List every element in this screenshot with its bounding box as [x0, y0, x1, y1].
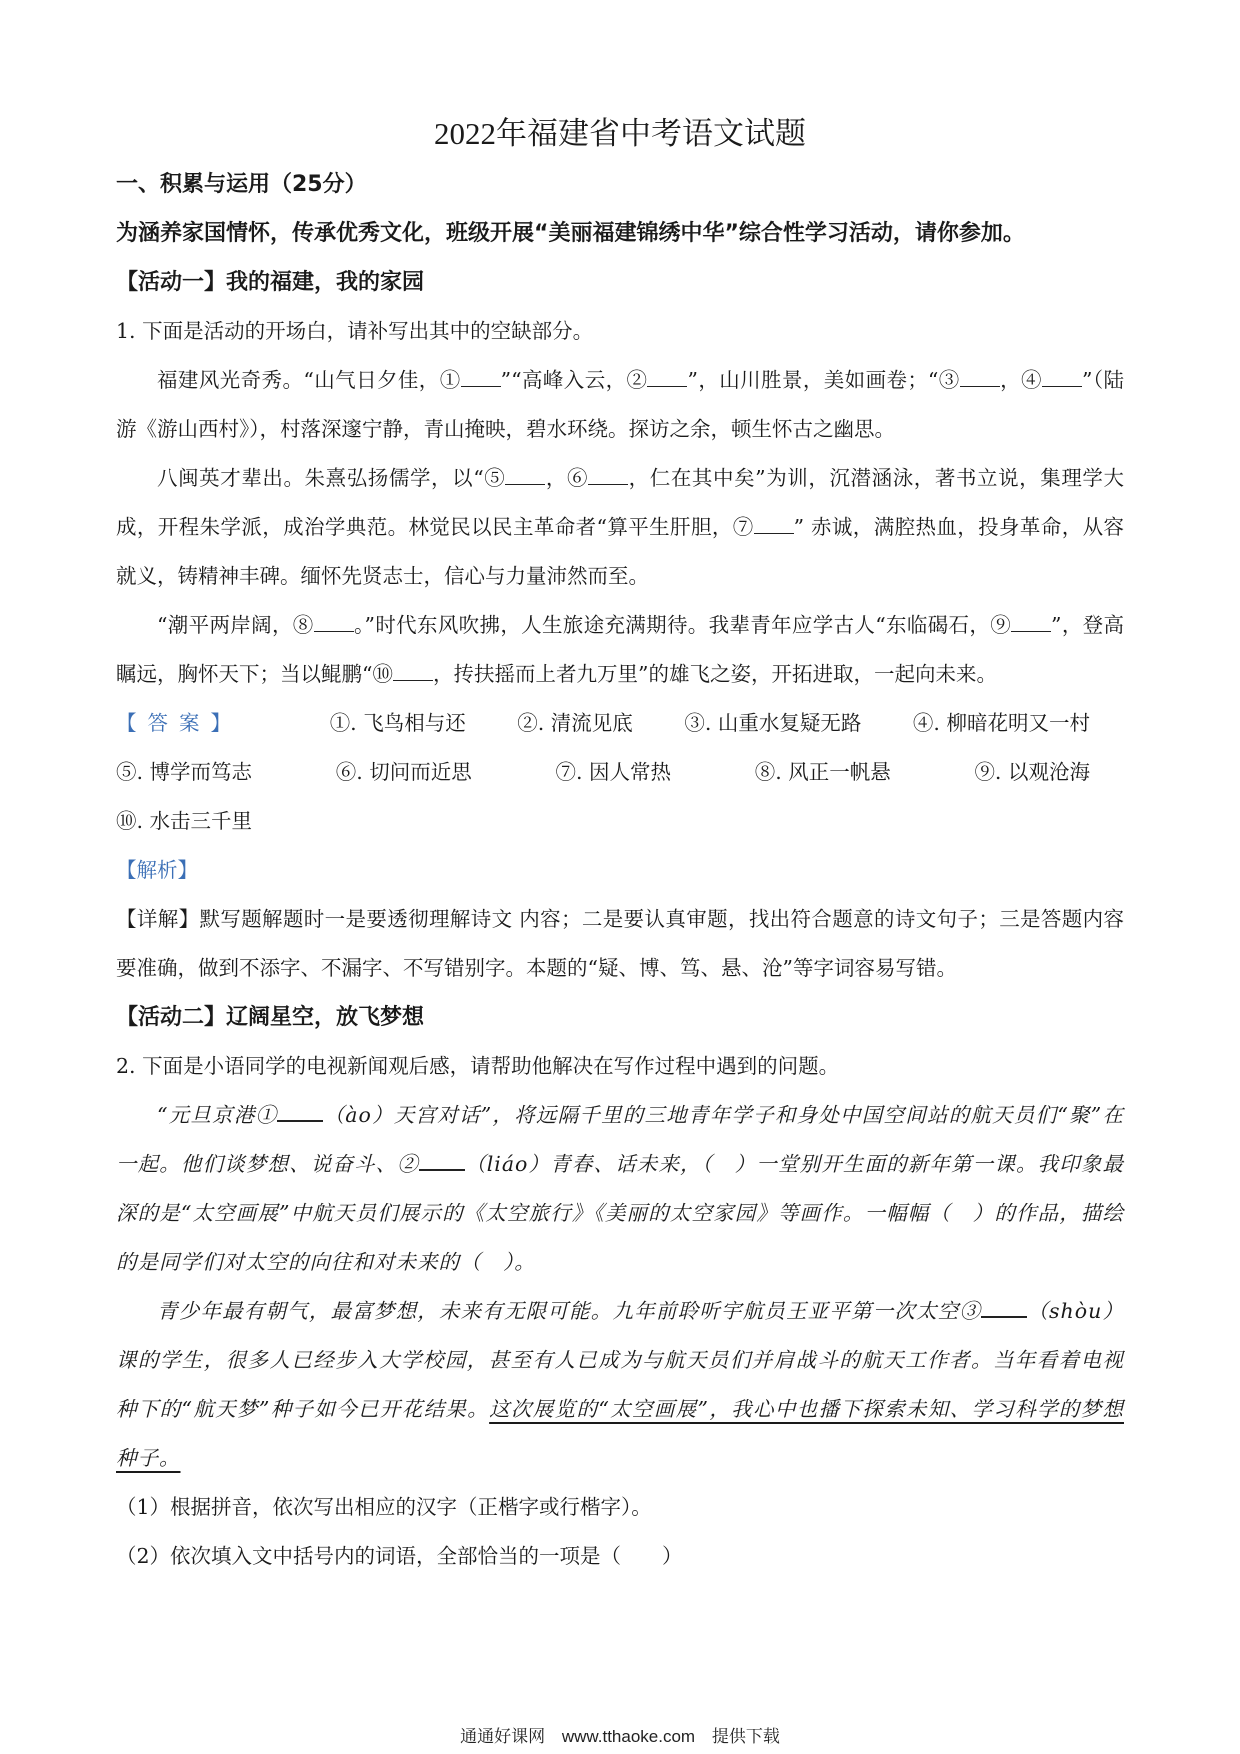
section-heading: 一、积累与运用（25分） — [116, 172, 367, 197]
q1-paragraph-2: 八闽英才辈出。朱熹弘扬儒学，以“⑤ ，⑥ ，仁在其中矣”为训，沉潜涵泳，著书立说，集理学大成，开程朱学派，成治学典范。林觉民以民主革命者“算平生肝胆，⑦ ” 赤诚，满腔热血，投身革命，从容就义，铸精神丰碑。缅怀先贤志士，信心与力量沛然而至。 — [116, 466, 1124, 588]
answer-item: ②. 清流见底 — [517, 711, 633, 735]
analysis-tag: 【解析】 — [116, 858, 198, 882]
footer-note: 提供下载 — [711, 1727, 780, 1746]
q1-paragraph-3: “潮平两岸阔，⑧ 。”时代东风吹拂，人生旅途充满期待。我辈青年应学古人“东临碣石，⑨ ”，登高瞩远，胸怀天下；当以鲲鹏“⑩ ，抟扶摇而上者九万里”的雄飞之姿，开拓进取，一起向未来。 — [116, 613, 1124, 686]
document-body — [116, 160, 1124, 1581]
answer-item: ③. 山重水复疑无路 — [684, 711, 862, 735]
page-footer — [0, 1722, 1240, 1747]
activity1-heading: 【活动一】我的福建，我的家园 — [116, 270, 425, 295]
intro-paragraph: 为涵养家国情怀，传承优秀文化，班级开展“美丽福建锦绣中华”综合性学习活动，请你参加。 — [116, 221, 1025, 246]
answer-item: ⑤. 博学而笃志 — [116, 760, 253, 784]
detail-text: 默写题解题时一是要透彻理解诗文 内容；二是要认真审题，找出符合题意的诗文句子；三是答题内容要准确，做到不添字、不漏字、不写错别字。本题的“疑、博、笃、悬、沧”等字词容易写错。 — [116, 907, 1125, 980]
answer-item: ⑩. 水击三千里 — [116, 809, 253, 833]
answer-block — [116, 699, 1124, 846]
answer-item: ⑧. 风正一帆悬 — [754, 760, 891, 784]
footer-site: 通通好课网 — [460, 1727, 546, 1746]
q1-stem: 1. 下面是活动的开场白，请补写出其中的空缺部分。 — [116, 319, 594, 343]
q2-paragraph-2: 青少年最有朝气，最富梦想，未来有无限可能。九年前聆听宇航员王亚平第一次太空③ （shòu）课的学生，很多人已经步入大学校园，甚至有人已成为与航天员们并肩战斗的航天工作者。当年看着电视种下的“航天梦”种子如今已开花结果。这次展览的“太空画展”，我心中也播下探索未知、学习科学的梦想种子。 — [116, 1299, 1124, 1470]
q2-paragraph-1: “元旦京港① （ào）天宫对话”，将远隔千里的三地青年学子和身处中国空间站的航天员们“聚”在一起。他们谈梦想、说奋斗、② （liáo）青春、话未来，（ ）一堂别开生面的新年第一课。我印象最深的是“太空画展”中航天员们展示的《太空旅行》《美丽的太空家园》等画作。一幅幅（ ）的作品，描绘的是同学们对太空的向往和对未来的（ ）。 — [116, 1103, 1124, 1274]
q2-sub-question-1: （1）根据拼音，依次写出相应的汉字（正楷字或行楷字）。 — [116, 1495, 652, 1519]
detail-tag: 【详解】 — [116, 907, 200, 931]
activity2-heading: 【活动二】辽阔星空，放飞梦想 — [116, 1005, 425, 1030]
answer-item: ④. 柳暗花明又一村 — [912, 711, 1090, 735]
answer-item: ⑥. 切问而近思 — [335, 760, 472, 784]
underlined-sentence: 这次展览的“太空画展”，我心中也播下探索未知、学习科学的梦想种子。 — [116, 1397, 1124, 1470]
detail-paragraph — [116, 895, 1124, 993]
answer-item: ⑦. 因人常热 — [555, 760, 672, 784]
q2-stem: 2. 下面是小语同学的电视新闻观后感，请帮助他解决在写作过程中遇到的问题。 — [116, 1054, 840, 1078]
answer-tag: 【答案】 — [116, 711, 243, 735]
q1-paragraph-1: 福建风光奇秀。“山气日夕佳，① ”“高峰入云，② ”，山川胜景，美如画卷；“③ ，④ ”（陆游《游山西村》），村落深邃宁静，青山掩映，碧水环绕。探访之余，顿生怀古之幽思。 — [116, 368, 1125, 441]
q2-sub-question-2: （2）依次填入文中括号内的词语，全部恰当的一项是（ ） — [116, 1544, 683, 1568]
page-title: 2022年福建省中考语文试题 — [434, 116, 806, 151]
answer-item: ⑨. 以观沧海 — [974, 760, 1090, 784]
answer-item: ①. 飞鸟相与还 — [329, 711, 466, 735]
footer-url: www.tthaoke.com — [561, 1727, 696, 1746]
